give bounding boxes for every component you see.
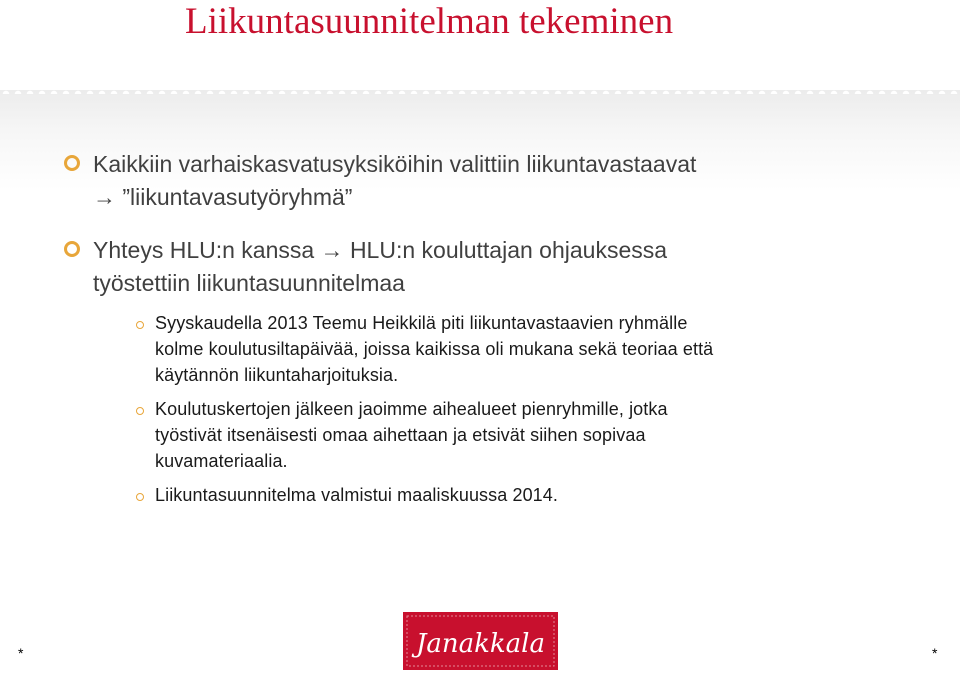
slide-title: Liikuntasuunnitelman tekeminen [185,1,674,42]
janakkala-logo [403,612,558,670]
subbullet-line: Syyskaudella 2013 Teemu Heikkilä piti liikuntavastaavien ryhmälle [155,313,688,333]
ring-bullet-icon [64,155,80,171]
subbullet-line: työstivät itsenäisesti omaa aihettaan ja etsivät siihen sopivaa [155,425,646,445]
subbullet-line: kolme koulutusiltapäivää, joissa kaikissa oli mukana sekä teoriaa että [155,339,714,359]
bullet-line: Kaikkiin varhaiskasvatusyksiköihin valittiin liikuntavastaavat [93,151,697,177]
footer-mark-left: * [18,645,24,661]
ring-bullet-icon [64,241,80,257]
subbullet-line: Koulutuskertojen jälkeen jaoimme aihealueet pienryhmille, jotka [155,399,668,419]
small-ring-bullet-icon [136,407,144,415]
bullet-line: → ”liikuntavasutyöryhmä” [93,184,353,210]
small-ring-bullet-icon [136,493,144,501]
logo-icon [403,612,558,670]
subbullet-line: käytännön liikuntaharjoituksia. [155,365,399,385]
subbullet-line: Liikuntasuunnitelma valmistui maaliskuussa 2014. [155,485,559,505]
footer-mark-right: * [932,645,938,661]
bullet-line: työstettiin liikuntasuunnitelmaa [93,270,405,296]
subbullet-line: kuvamateriaalia. [155,451,288,471]
small-ring-bullet-icon [136,321,144,329]
logo-text: Janakkala [416,629,545,659]
bullet-line: Yhteys HLU:n kanssa → HLU:n kouluttajan ohjauksessa [93,237,668,263]
